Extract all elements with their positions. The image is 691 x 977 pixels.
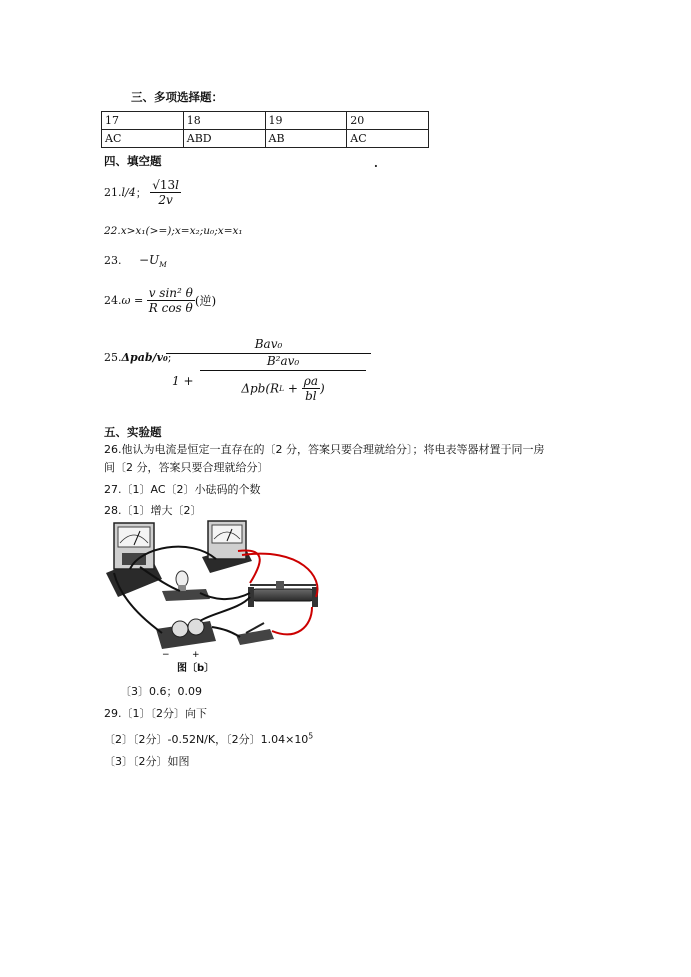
section-3-title: 三、多项选择题：	[131, 90, 223, 104]
q25-fraction	[166, 337, 371, 408]
q24-lhs: ω =	[121, 294, 144, 307]
table-cell: 17	[102, 112, 184, 130]
q25-inner-den-sub: L	[279, 384, 285, 393]
q25-close: )	[319, 381, 325, 396]
q29-line2	[104, 731, 313, 747]
q21-fraction	[150, 178, 181, 207]
q21-sqrt: √13	[152, 178, 176, 192]
q21-prefix: 21.	[104, 186, 122, 199]
table-row	[102, 130, 429, 148]
q26-line2: 间〔2 分，答案只要合理就给分〕	[104, 461, 269, 474]
q25-sep: ;	[167, 351, 172, 364]
q21-l: l	[175, 178, 179, 192]
q29-line3: 〔3〕〔2分〕如图	[104, 755, 190, 768]
battery-minus-label: −	[162, 650, 170, 660]
rheostat-icon	[248, 581, 318, 607]
q21-text: l/4	[121, 186, 136, 199]
table-cell: ABD	[183, 130, 265, 148]
table-cell: AC	[347, 130, 429, 148]
q22: 22.x>x₁(>=);x=x₂;u₀;x=x₁	[104, 225, 243, 237]
table-cell: 20	[347, 112, 429, 130]
battery-icon	[156, 619, 216, 649]
q25-inner-den-a: Δpb(R	[241, 381, 280, 396]
circuit-figure	[100, 517, 336, 672]
table-cell: AB	[265, 130, 347, 148]
voltmeter-right-icon	[202, 521, 252, 573]
q23-value: −U	[139, 253, 160, 267]
table-cell: 19	[265, 112, 347, 130]
table-row	[102, 112, 429, 130]
q28: 28.〔1〕增大〔2〕	[104, 504, 202, 517]
q25-rho-num: ρa	[303, 374, 318, 388]
q21-den: 2v	[158, 193, 173, 207]
figure-caption: 图〔b〕	[177, 663, 215, 674]
stray-dot: .	[374, 157, 378, 170]
q29-line1: 29.〔1〕〔2分〕向下	[104, 707, 207, 720]
q25-num: Bav₀	[254, 337, 283, 351]
q25-inner-num: B²av₀	[266, 354, 300, 368]
q24-fraction	[147, 286, 195, 315]
answer-table	[101, 111, 429, 148]
q25-rho-den: bl	[305, 389, 317, 403]
section-5-title: 五、实验题	[104, 425, 162, 439]
q23	[104, 253, 167, 269]
q24-tail: (逆)	[194, 294, 217, 308]
q29-line2-sup: 5	[308, 731, 314, 741]
q25-label: Δpab/v₀	[121, 351, 168, 364]
q24	[104, 286, 216, 326]
switch-icon	[236, 623, 274, 645]
q25-prefix: 25.	[104, 351, 122, 364]
battery-plus-label: +	[192, 650, 200, 660]
q23-prefix: 23.	[104, 254, 122, 267]
ammeter-left-icon	[106, 523, 162, 597]
q29-line2-text: 〔2〕〔2分〕-0.52N/K，〔2分〕1.04×10	[104, 733, 309, 746]
q25-one: 1 +	[172, 374, 194, 388]
q21	[104, 178, 181, 214]
q21-sep: ；	[135, 186, 147, 200]
q28-part3: 〔3〕0.6；0.09	[120, 685, 202, 698]
q23-sub: M	[159, 260, 167, 270]
section-4-title: 四、填空题	[104, 154, 162, 168]
q26-line1: 26.他认为电流是恒定一直存在的〔2 分，答案只要合理就给分〕；将电表等器材置于同一房	[104, 443, 545, 456]
table-cell: 18	[183, 112, 265, 130]
q24-den: R cos θ	[148, 301, 193, 315]
table-cell: AC	[102, 130, 184, 148]
q27: 27.〔1〕AC〔2〕小砝码的个数	[104, 483, 261, 496]
q24-prefix: 24.	[104, 294, 122, 307]
q25-rho-fraction	[302, 374, 320, 403]
q25-inner-den-b: +	[287, 381, 298, 396]
q24-num: v sin² θ	[148, 286, 193, 300]
